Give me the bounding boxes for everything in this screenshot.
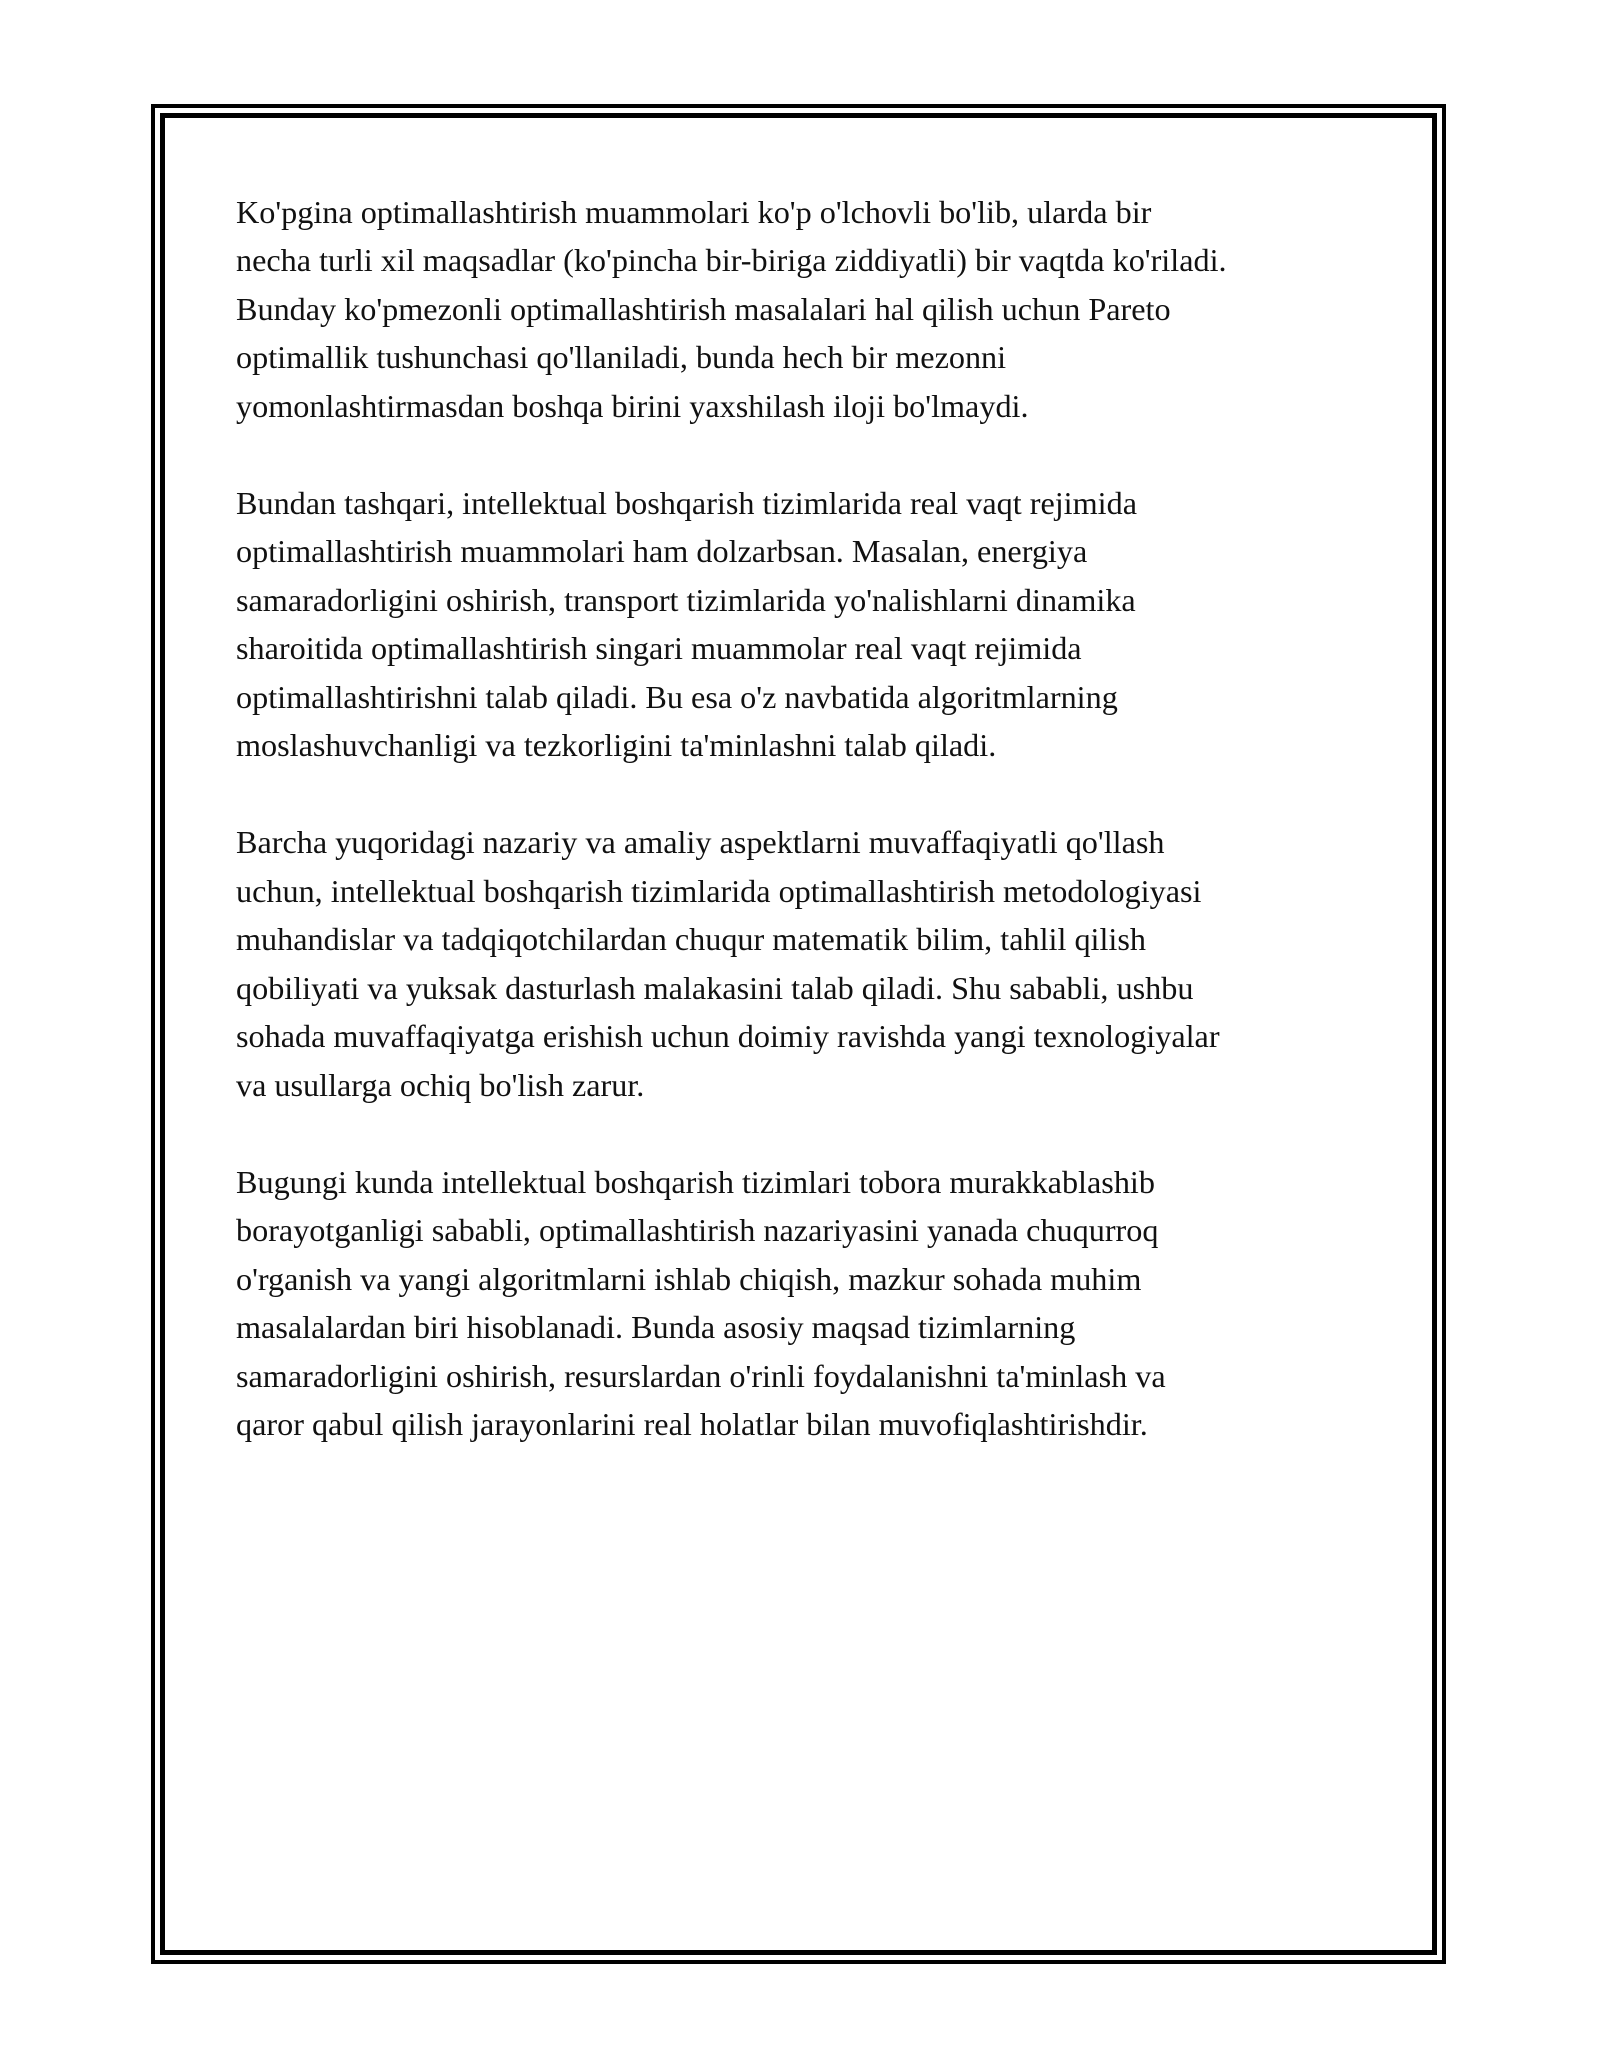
text-line: va usullarga ochiq bo'lish zarur. xyxy=(236,1066,645,1103)
text-line: qaror qabul qilish jarayonlarini real holatlar bilan muvofiqlashtirishdir. xyxy=(236,1405,1148,1442)
paragraph-1 xyxy=(236,188,1386,430)
text-line: yomonlashtirmasdan boshqa birini yaxshilash iloji bo'lmaydi. xyxy=(236,387,1029,424)
text-line: uchun, intellektual boshqarish tizimlarida optimallashtirish metodologiyasi xyxy=(236,872,1202,909)
document-body xyxy=(236,188,1386,1497)
paragraph-4 xyxy=(236,1158,1386,1448)
text-line: moslashuvchanligi va tezkorligini ta'minlashni talab qiladi. xyxy=(236,727,997,764)
paragraph-2 xyxy=(236,479,1386,769)
text-line: samaradorligini oshirish, resurslardan o'rinli foydalanishni ta'minlash va xyxy=(236,1357,1166,1394)
text-line: Bugungi kunda intellektual boshqarish tizimlari tobora murakkablashib xyxy=(236,1163,1155,1200)
text-line: sharoitida optimallashtirish singari muammolar real vaqt rejimida xyxy=(236,630,1082,667)
text-line: muhandislar va tadqiqotchilardan chuqur matematik bilim, tahlil qilish xyxy=(236,921,1146,958)
text-line: borayotganligi sababli, optimallashtirish nazariyasini yanada chuqurroq xyxy=(236,1212,1159,1249)
text-line: Barcha yuqoridagi nazariy va amaliy aspektlarni muvaffaqiyatli qo'llash xyxy=(236,824,1165,861)
text-line: samaradorligini oshirish, transport tizimlarida yo'nalishlarni dinamika xyxy=(236,581,1136,618)
text-line: qobiliyati va yuksak dasturlash malakasini talab qiladi. Shu sababli, ushbu xyxy=(236,969,1194,1006)
text-line: Ko'pgina optimallashtirish muammolari ko'p o'lchovli bo'lib, ularda bir xyxy=(236,194,1152,230)
paragraph-3 xyxy=(236,818,1386,1108)
text-line: necha turli xil maqsadlar (ko'pincha bir-biriga ziddiyatli) bir vaqtda ko'riladi. xyxy=(236,242,1227,279)
text-line: optimallashtirishni talab qiladi. Bu esa o'z navbatida algoritmlarning xyxy=(236,678,1118,715)
text-line: optimallashtirish muammolari ham dolzarbsan. Masalan, energiya xyxy=(236,533,1088,570)
text-line: sohada muvaffaqiyatga erishish uchun doimiy ravishda yangi texnologiyalar xyxy=(236,1018,1220,1055)
text-line: Bunday ko'pmezonli optimallashtirish masalalari hal qilish uchun Pareto xyxy=(236,290,1171,327)
text-line: masalalardan biri hisoblanadi. Bunda asosiy maqsad tizimlarning xyxy=(236,1309,1076,1346)
text-line: Bundan tashqari, intellektual boshqarish tizimlarida real vaqt rejimida xyxy=(236,485,1137,522)
text-line: o'rganish va yangi algoritmlarni ishlab chiqish, mazkur sohada muhim xyxy=(236,1260,1142,1297)
text-line: optimallik tushunchasi qo'llaniladi, bunda hech bir mezonni xyxy=(236,339,1007,376)
